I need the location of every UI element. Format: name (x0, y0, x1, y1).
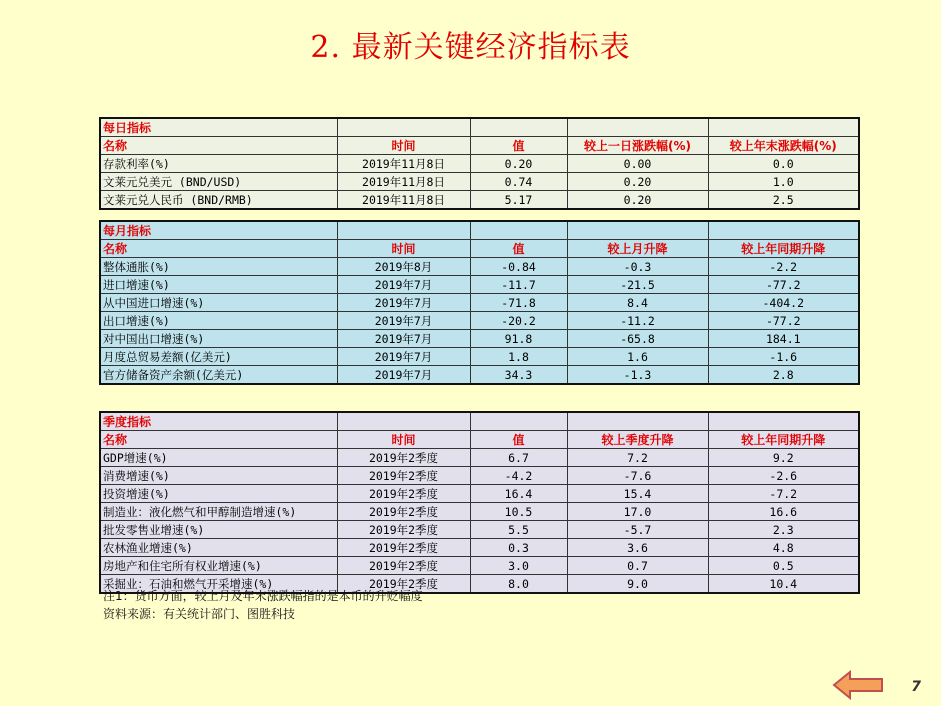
table-cell: 2019年7月 (337, 348, 470, 366)
table-row (100, 348, 859, 366)
table-cell: 15.4 (567, 485, 708, 503)
table-cell: 2019年2季度 (337, 485, 470, 503)
table-cell: 2019年11月8日 (337, 191, 470, 210)
table-cell: 月度总贸易差额(亿美元) (100, 348, 337, 366)
back-button[interactable] (832, 670, 884, 700)
column-header: 值 (470, 240, 567, 258)
section-empty-cell (470, 412, 567, 431)
table-cell: 1.8 (470, 348, 567, 366)
table-cell: 2019年2季度 (337, 557, 470, 575)
table-row (100, 330, 859, 348)
table-cell: 2.5 (708, 191, 859, 210)
column-header: 较上季度升降 (567, 431, 708, 449)
table-cell: -7.2 (708, 485, 859, 503)
section-empty-cell (708, 118, 859, 137)
column-header: 时间 (337, 431, 470, 449)
table-cell: -1.6 (708, 348, 859, 366)
table-cell: 3.6 (567, 539, 708, 557)
table-cell: -2.6 (708, 467, 859, 485)
table-cell: 农林渔业增速(%) (100, 539, 337, 557)
table-cell: 批发零售业增速(%) (100, 521, 337, 539)
table-row (100, 449, 859, 467)
table-cell: 8.0 (470, 575, 567, 594)
table-cell: 房地产和住宅所有权业增速(%) (100, 557, 337, 575)
table-cell: -2.2 (708, 258, 859, 276)
table-cell: 0.74 (470, 173, 567, 191)
page-number: 7 (911, 679, 921, 695)
table-cell: 8.4 (567, 294, 708, 312)
table-row (100, 312, 859, 330)
section-empty-cell (337, 412, 470, 431)
column-header: 值 (470, 137, 567, 155)
table-cell: 7.2 (567, 449, 708, 467)
table-row (100, 539, 859, 557)
table-cell: 制造业：液化燃气和甲醇制造增速(%) (100, 503, 337, 521)
table-cell: 2.8 (708, 366, 859, 385)
table-cell: 文莱元兑人民币 (BND/RMB) (100, 191, 337, 210)
table-cell: -5.7 (567, 521, 708, 539)
table-cell: -11.2 (567, 312, 708, 330)
table-cell: 34.3 (470, 366, 567, 385)
table-row (100, 173, 859, 191)
table-row (100, 521, 859, 539)
table-cell: 对中国出口增速(%) (100, 330, 337, 348)
column-header: 较上月升降 (567, 240, 708, 258)
section-title: 每日指标 (100, 118, 337, 137)
table-cell: 2019年2季度 (337, 449, 470, 467)
table-cell: 2019年7月 (337, 312, 470, 330)
table-cell: 0.0 (708, 155, 859, 173)
table-cell: 2019年2季度 (337, 575, 470, 594)
table-row (100, 557, 859, 575)
table-cell: -77.2 (708, 312, 859, 330)
table-cell: 0.3 (470, 539, 567, 557)
section-row (100, 118, 859, 137)
section-empty-cell (567, 412, 708, 431)
table-row (100, 294, 859, 312)
table-cell: 10.4 (708, 575, 859, 594)
table-cell: 存款利率(%) (100, 155, 337, 173)
table-cell: 1.6 (567, 348, 708, 366)
table-cell: 0.7 (567, 557, 708, 575)
footnotes (103, 587, 423, 623)
table-cell: 184.1 (708, 330, 859, 348)
table-cell: 0.20 (470, 155, 567, 173)
table-cell: 9.2 (708, 449, 859, 467)
table-cell: 0.20 (567, 191, 708, 210)
table-cell: 文莱元兑美元 (BND/USD) (100, 173, 337, 191)
section-empty-cell (708, 412, 859, 431)
table-cell: 2019年2季度 (337, 503, 470, 521)
page-title: 2. 最新关键经济指标表 (310, 30, 631, 65)
table-cell: -1.3 (567, 366, 708, 385)
table-row (100, 503, 859, 521)
table-cell: -404.2 (708, 294, 859, 312)
table-cell: 6.7 (470, 449, 567, 467)
note-currency: 注1：货币方面，较上月及年末涨跌幅指的是本币的升贬幅度 (103, 589, 423, 603)
table-cell: 16.4 (470, 485, 567, 503)
section-empty-cell (337, 118, 470, 137)
section-empty-cell (567, 221, 708, 240)
column-header: 时间 (337, 137, 470, 155)
table-cell: 官方储备资产余额(亿美元) (100, 366, 337, 385)
table-cell: -21.5 (567, 276, 708, 294)
table-cell: 17.0 (567, 503, 708, 521)
table-cell: 2019年2季度 (337, 467, 470, 485)
section-title: 季度指标 (100, 412, 337, 431)
table-cell: 5.17 (470, 191, 567, 210)
table-cell: -0.84 (470, 258, 567, 276)
table-row (100, 191, 859, 210)
table-cell: 2019年7月 (337, 366, 470, 385)
table-cell: 0.20 (567, 173, 708, 191)
section-empty-cell (708, 221, 859, 240)
table-cell: 从中国进口增速(%) (100, 294, 337, 312)
table-cell: -65.8 (567, 330, 708, 348)
table-cell: 3.0 (470, 557, 567, 575)
table-cell: 投资增速(%) (100, 485, 337, 503)
column-header: 名称 (100, 431, 337, 449)
section-empty-cell (567, 118, 708, 137)
table-cell: GDP增速(%) (100, 449, 337, 467)
monthly-indicators-table (99, 220, 860, 385)
table-cell: 91.8 (470, 330, 567, 348)
column-header: 名称 (100, 137, 337, 155)
column-header: 较上年同期升降 (708, 240, 859, 258)
column-header: 较上年同期升降 (708, 431, 859, 449)
column-header: 较上年末涨跌幅(%) (708, 137, 859, 155)
table-cell: 出口增速(%) (100, 312, 337, 330)
table-cell: -4.2 (470, 467, 567, 485)
table-cell: 2.3 (708, 521, 859, 539)
table-cell: 16.6 (708, 503, 859, 521)
table-row (100, 276, 859, 294)
section-title: 每月指标 (100, 221, 337, 240)
table-cell: 2019年2季度 (337, 521, 470, 539)
table-row (100, 155, 859, 173)
table-cell: 2019年7月 (337, 276, 470, 294)
table-cell: 2019年11月8日 (337, 155, 470, 173)
column-header: 较上一日涨跌幅(%) (567, 137, 708, 155)
header-row (100, 137, 859, 155)
table-row (100, 485, 859, 503)
table-row (100, 467, 859, 485)
table-cell: -20.2 (470, 312, 567, 330)
table-cell: 0.00 (567, 155, 708, 173)
table-cell: 9.0 (567, 575, 708, 594)
table-cell: 进口增速(%) (100, 276, 337, 294)
quarterly-indicators-table (99, 411, 860, 594)
table-cell: 2019年11月8日 (337, 173, 470, 191)
table-cell: 2019年7月 (337, 294, 470, 312)
table-row (100, 258, 859, 276)
column-header: 值 (470, 431, 567, 449)
table-cell: 2019年7月 (337, 330, 470, 348)
table-row (100, 366, 859, 385)
table-cell: -71.8 (470, 294, 567, 312)
table-cell: 5.5 (470, 521, 567, 539)
table-cell: 消费增速(%) (100, 467, 337, 485)
daily-indicators-table (99, 117, 860, 210)
left-arrow-icon (832, 670, 884, 700)
table-cell: -11.7 (470, 276, 567, 294)
section-row (100, 412, 859, 431)
section-row (100, 221, 859, 240)
column-header: 时间 (337, 240, 470, 258)
table-cell: 1.0 (708, 173, 859, 191)
table-cell: 0.5 (708, 557, 859, 575)
table-cell: -77.2 (708, 276, 859, 294)
table-cell: 2019年8月 (337, 258, 470, 276)
table-cell: 整体通胀(%) (100, 258, 337, 276)
column-header: 名称 (100, 240, 337, 258)
section-empty-cell (337, 221, 470, 240)
table-cell: 2019年2季度 (337, 539, 470, 557)
table-cell: -7.6 (567, 467, 708, 485)
table-cell: -0.3 (567, 258, 708, 276)
header-row (100, 431, 859, 449)
note-source: 资料来源：有关统计部门、图胜科技 (103, 607, 296, 621)
section-empty-cell (470, 118, 567, 137)
header-row (100, 240, 859, 258)
table-cell: 10.5 (470, 503, 567, 521)
section-empty-cell (470, 221, 567, 240)
table-cell: 4.8 (708, 539, 859, 557)
table-cell: 采掘业：石油和燃气开采增速(%) (100, 575, 337, 594)
